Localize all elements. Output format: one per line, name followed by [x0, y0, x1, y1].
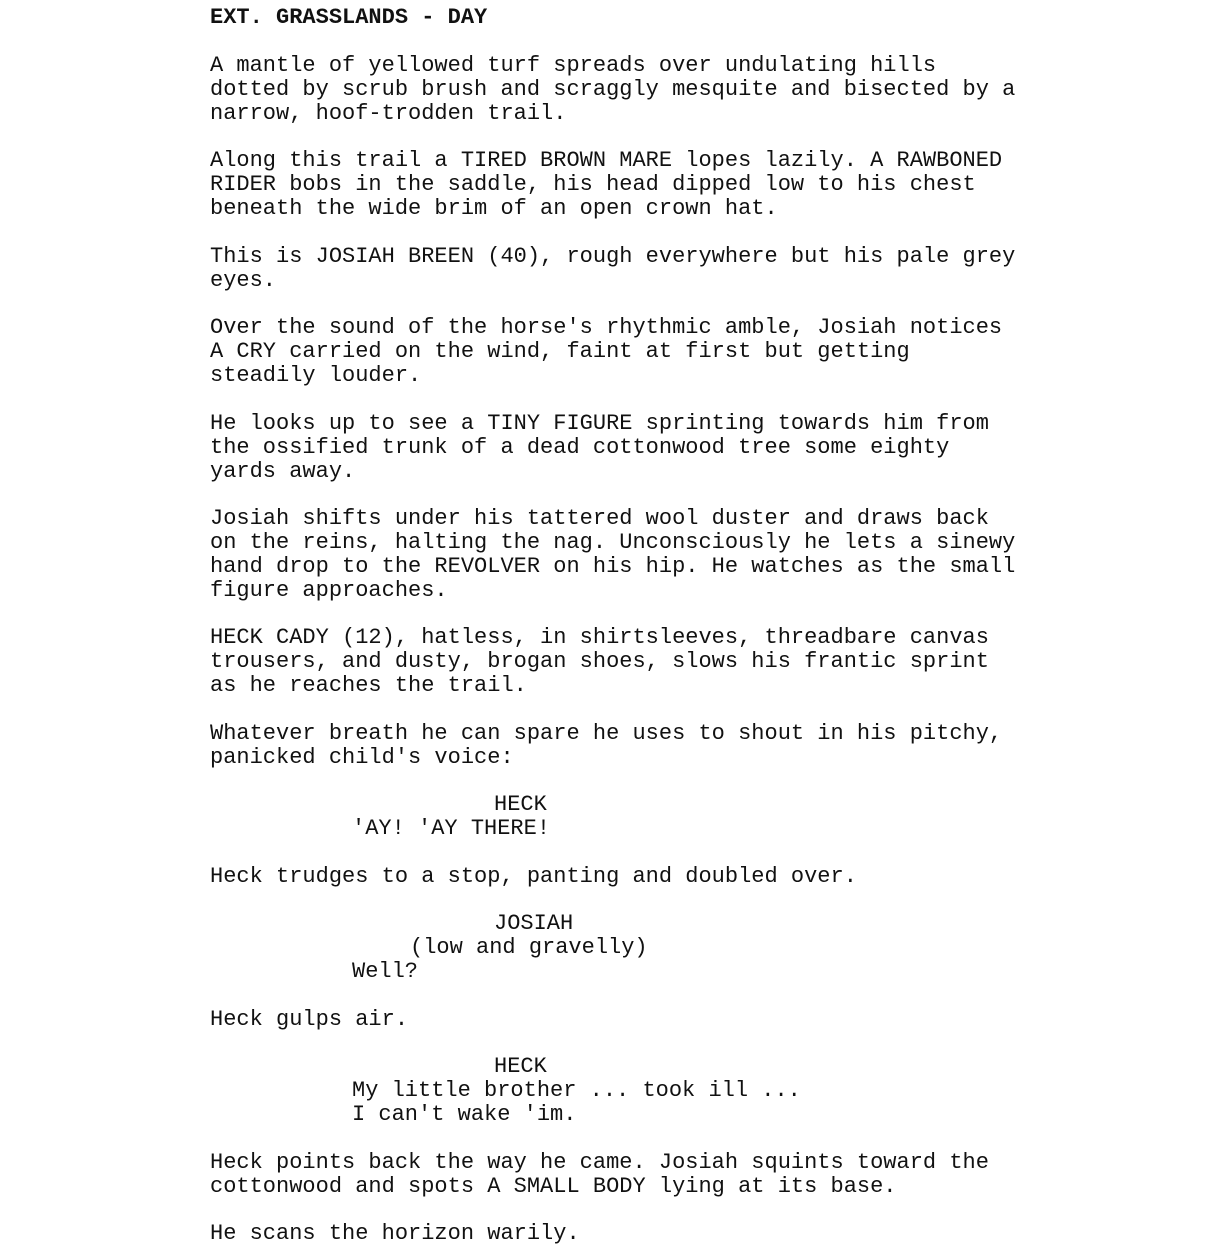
- action-line: HECK CADY (12), hatless, in shirtsleeves, threadbare canvas: [210, 625, 989, 650]
- dialogue-line: My little brother ... took ill ...: [352, 1078, 801, 1103]
- action-line: panicked child's voice:: [210, 745, 514, 770]
- action-line: the ossified trunk of a dead cottonwood tree some eighty: [210, 435, 950, 460]
- action-line: Heck gulps air.: [210, 1007, 409, 1032]
- action-line: RIDER bobs in the saddle, his head dipped low to his chest: [210, 172, 976, 197]
- dialogue-line: I can't wake 'im.: [352, 1102, 577, 1127]
- scene-heading: EXT. GRASSLANDS - DAY: [210, 5, 488, 30]
- character-cue: HECK: [494, 1054, 547, 1079]
- parenthetical: (low and gravelly): [410, 935, 648, 960]
- action-line: Whatever breath he can spare he uses to shout in his pitchy,: [210, 721, 1003, 746]
- action-line: steadily louder.: [210, 363, 422, 388]
- action-line: A mantle of yellowed turf spreads over undulating hills: [210, 53, 937, 78]
- action-line: eyes.: [210, 268, 277, 293]
- character-cue: JOSIAH: [494, 911, 574, 936]
- action-line: Heck trudges to a stop, panting and doubled over.: [210, 864, 857, 889]
- action-line: Over the sound of the horse's rhythmic amble, Josiah notices: [210, 315, 1003, 340]
- action-line: as he reaches the trail.: [210, 673, 527, 698]
- action-line: This is JOSIAH BREEN (40), rough everywhere but his pale grey: [210, 244, 1016, 269]
- action-line: dotted by scrub brush and scraggly mesquite and bisected by a: [210, 77, 1016, 102]
- action-line: hand drop to the REVOLVER on his hip. He watches as the small: [210, 554, 1016, 579]
- dialogue-line: Well?: [352, 959, 419, 984]
- action-line: yards away.: [210, 459, 356, 484]
- action-line: narrow, hoof-trodden trail.: [210, 101, 567, 126]
- action-line: He scans the horizon warily.: [210, 1221, 580, 1246]
- action-line: A CRY carried on the wind, faint at first but getting: [210, 339, 910, 364]
- dialogue-line: 'AY! 'AY THERE!: [352, 816, 551, 841]
- action-line: Along this trail a TIRED BROWN MARE lopes lazily. A RAWBONED: [210, 148, 1003, 173]
- action-line: on the reins, halting the nag. Unconsciously he lets a sinewy: [210, 530, 1016, 555]
- action-line: Josiah shifts under his tattered wool duster and draws back: [210, 506, 989, 531]
- action-line: trousers, and dusty, brogan shoes, slows his frantic sprint: [210, 649, 989, 674]
- character-cue: HECK: [494, 792, 547, 817]
- action-line: figure approaches.: [210, 578, 448, 603]
- action-line: beneath the wide brim of an open crown hat.: [210, 196, 778, 221]
- action-line: He looks up to see a TINY FIGURE sprinting towards him from: [210, 411, 989, 436]
- action-line: cottonwood and spots A SMALL BODY lying at its base.: [210, 1174, 897, 1199]
- action-line: Heck points back the way he came. Josiah squints toward the: [210, 1150, 989, 1175]
